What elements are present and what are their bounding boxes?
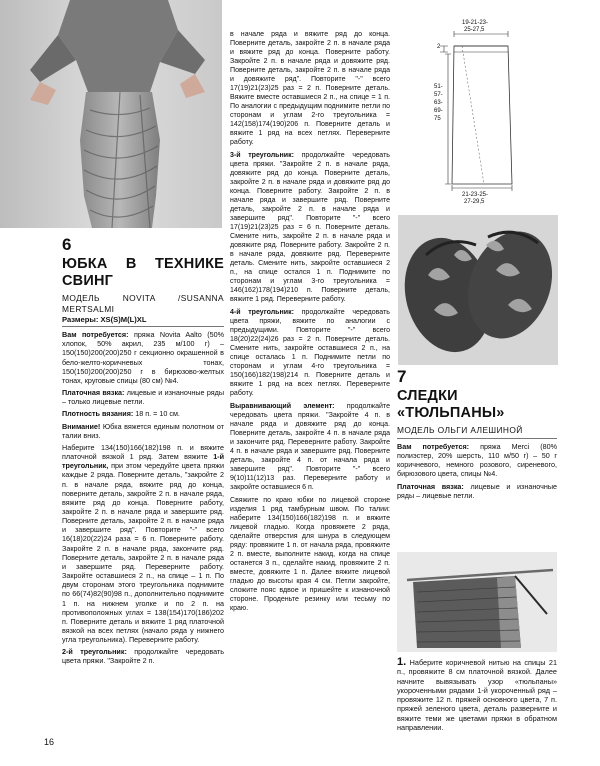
tri1-label: 1-й треугольник, [62, 452, 224, 471]
step1-paragraph [397, 658, 557, 732]
p7-needs-text: пряжа Merci (80% полиэстер, 20% шерсть, 110 м/50 г) – 50 г коричневого, немного розового, сиреневого, бирюзового цвета, спицы №4. [397, 442, 557, 479]
sizes-value: XS(S)M(L)XL [100, 315, 147, 324]
schema-top-label-2: 25-27,5 [464, 27, 485, 33]
text-a3: продолжайте чередовать цвета пряжи. "Закройте 2 п. [62, 647, 224, 666]
schema-side-1: 51- [434, 84, 443, 90]
tri2-label: 2-й треугольник: [62, 647, 127, 657]
pattern6-sizes [62, 315, 224, 324]
sizes-label: Размеры: [62, 315, 99, 324]
pattern7-needs [397, 442, 557, 479]
tri4-label: 4-й треугольник: [230, 309, 294, 316]
pattern7-step1 [397, 658, 557, 733]
p7-plain-label: Платочная вязка: [397, 481, 464, 491]
text-b2: продолжайте чередовать цвета пряжи. "Закройте 2 п. в начале ряда, довяжите ряд до конца. Поверните деталь, закройте 2 п. в начале ряда и довяжите ряд до конца. Поверните работу. Закройте 2 п. в начале ряда и завершите ряд. Поверните деталь, закройте 2 п. в начале ряда и завершите ряд". Повторите "-" всего 17(19)21(23)25 раз = 6 п. Поверните деталь. Смените нить, закройте 2 п. в начале ряда и довяжите ряд. Поверните работу. Закройте 2 п. в начале ряда, довяжите ряд. Переверните деталь. Смените нить, закройте оставшиеся 2 п., на спице остался 1 п. Поднимите по сторонам и углам 3-го треугольника = 146(162)178(194)210 п. Поверните деталь, вяжите 1 ряд. Переверните работу. [230, 152, 390, 303]
schema-bottom-1: 21-23-25- [462, 192, 489, 198]
knitting-photo [397, 552, 557, 652]
needs-label: Вам потребуется: [62, 330, 129, 340]
pattern6-model: МОДЕЛЬ NOVITA /SUSANNA MERTSALMI [62, 293, 224, 314]
step1-number: 1. [397, 656, 407, 668]
middle-column [230, 30, 390, 614]
skirt-photo [0, 0, 222, 228]
text-a1: Наберите 134(150)166(182)198 п. и вяжите платочной вязкой 1 ряд. Затем вяжите [62, 442, 224, 462]
schema-side-2: 57- [434, 92, 443, 98]
pattern6-plain [62, 388, 224, 406]
schema-side-5: 75 [434, 116, 441, 122]
pattern7-column [397, 368, 557, 501]
attention-text: Юбка вяжется единым полотном от талии вниз. [62, 421, 224, 440]
attention-label: Внимание! [62, 421, 101, 431]
schema-side-4: 69- [434, 108, 443, 114]
text-b3: продолжайте чередовать цвета пряжи, вяжите по аналогии с предыдущими. Повторите "-" всего 18(20)22(24)26 раз = 2 п. Поверните деталь. Смените нить, закройте оставшиеся 2 п., на спице осталась 1 п. Поднимите петли по сторонам и углам 4-го треугольника = 150(166)182(198)214 п. Поверните деталь и вяжите 1 ряд на всех петлях. Переверните работу. [230, 309, 390, 397]
pattern6-column [62, 236, 224, 667]
pattern7-plain [397, 482, 557, 500]
pattern6-tri3 [230, 151, 390, 304]
pattern6-align [230, 402, 390, 492]
pattern6-title: ЮБКА В ТЕХНИКЕ СВИНГ [62, 256, 224, 289]
schema-bottom-2: 27-29,5 [464, 199, 485, 205]
text-b4: продолжайте чередовать цвета пряжи. "Закройте 4 п. в начале ряда и довяжите ряд до конца. Поверните деталь, закройте 4 п. в начале ряда и закончите ряд. Переверните работу. Закройте 4 п. в начале ряда и завершите ряд. Поверните деталь, закройте 4 п. от начала ряда и завершите ряд". Повторите "-" всего 9(10)11(12)13 раз. Переверните работу и закройте оставшиеся 6 п. [230, 403, 390, 491]
pattern6-needs [62, 330, 224, 385]
density-label: Плотность вязания: [62, 409, 134, 419]
align-label: Выравнивающий элемент: [230, 403, 335, 410]
text-a2: при этом чередуйте цвета пряжи каждые 2 ряда. Поверните деталь, "закройте 2 п. в начале ряда, вяжите ряд до конца, поверните деталь, закройте 2 п. в начале ряда, вяжите ряд до конца. Поверните работу, закройте 2 п. в начале ряда и завершите ряд. Поверните деталь, закройте 2 п. в начале ряда и завершите ряд". Повторите "-" всего 16(18)20(22)24 раза = 6 п. Поверните работу. Закройте 2 п. в начале ряда, закончите ряд. Поверните деталь, закройте 2 п. в начале ряда и завершите ряд. Переверните работу. Закройте оставшиеся 2 п., на спице – 1 п. По двум сторонам этого треугольника поднимите по 66(74)82(90)98 п., дополнительно поднимите 1 п. на нижнем уголке и по 2 п. на противоположных углах = 138(154)170(186)202 п. Поверните деталь и вяжите 1 ряд платочной вязкой на всех петлях (начало ряда у нижнего угла треугольника). Переверните работу. [62, 461, 224, 645]
plain-label: Платочная вязка: [62, 388, 125, 398]
page-number: 16 [44, 737, 55, 747]
pattern7-title: СЛЕДКИ «ТЮЛЬПАНЫ» [397, 388, 505, 421]
schema-side-3: 63- [434, 100, 443, 106]
p7-plain-text: лицевые и изнаночные ряды – лицевые петли. [397, 481, 557, 500]
pattern7-number: 7 [397, 367, 407, 386]
pattern6-density [62, 409, 224, 418]
schema-small-2: 2 [437, 44, 441, 50]
pattern6-attention [62, 422, 224, 440]
skirt-schema [424, 20, 536, 210]
pattern7-model: МОДЕЛЬ ОЛЬГИ АЛЕШИНОЙ [397, 425, 523, 435]
pattern7-hr [397, 438, 557, 439]
pattern6-text-a [62, 443, 224, 644]
pattern6-number: 6 [62, 235, 72, 254]
pattern6-tri2 [62, 647, 224, 665]
text-b1: в начале ряда и вяжите ряд до конца. Поверните деталь, закройте 2 п. в начале ряда и вяжите ряд до конца. Поверните работу. Закройте 2 п. в начале ряда и довяжите ряд. Поверните деталь, закройте 2 п. в начале ряда и довяжите ряд". Повторите "-" всего 17(19)21(23)25 раз = 2 п. Поверните деталь. Вяжите вместе оставшиеся 2 п., на спице = 1 п. По аналогии с предыдущим поднимите петли по сторонам и углам 2-го треугольника = 142(158)174(190)206 п. Поверните деталь и вяжите 1 ряд на всех петлях. Переверните работу. [230, 31, 390, 146]
plain-text: лицевые и изнаночные ряды – только лицевые петли. [62, 388, 224, 407]
slippers-photo [398, 215, 558, 365]
tri3-label: 3-й треугольник: [230, 152, 294, 159]
step1-text: Наберите коричневой нитью на спицы 21 п., провяжите 8 см платочной вязкой. Далее начните вывязывать узор «тюльпаны» укороченными рядами 1-й укороченный ряд – провяжите 12 п. пряжей основного цвета, 7 п. пряжей зеленого цвета, деталь разверните и вяжите теми же цветами пряжи в обратном направлении. [397, 658, 558, 733]
pattern6-hr [62, 326, 224, 327]
text-b5: Свяжите по краю юбки по лицевой стороне изделия 1 ряд тамбурным швом. По талии: наберите 134(150)166(182)198 п. и вяжите лицевой гладью. Когда провяжете 2 ряда, сделайте отверстия для шнура в следующем ряду: провяжите 1 п. от начала ряда, провяжите 2 п. вместе, выполните накид, когда на спице останется 3 п., сделайте накид, провяжите 2 п. вместе, довяжите 1 п. Далее вяжите лицевой гладью до высоты края 4 см. Петли закройте, сложите пояс вдвое и пришейте к изнаночной стороне. Проденьте резинку или тесьму по краю. [230, 497, 390, 612]
p7-needs-label: Вам потребуется: [397, 442, 470, 451]
needs-text: пряжа Novita Aalto (50% хлопок, 50% акрил, 235 м/100 г) – 150(150)200(200)250 г секционно окрашенной в бело-желто-коричневых тонах, 150(150)200(200)250 г в бирюзово-желтых тонах, круговые спицы (80 см) №4. [62, 330, 224, 385]
schema-top-label-1: 19-21-23- [462, 20, 489, 26]
density-text: 18 п. = 10 см. [135, 409, 180, 419]
pattern6-tri4 [230, 308, 390, 398]
